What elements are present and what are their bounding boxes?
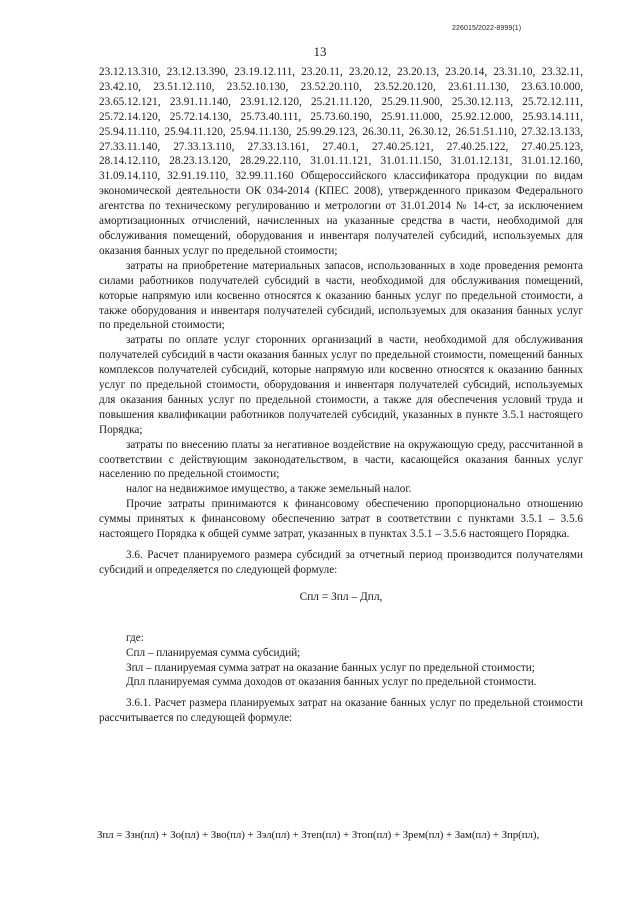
formula-subsidy: Спл = Зпл – Дпл, [299,590,383,603]
paragraph-okpd-codes: 23.12.13.310, 23.12.13.390, 23.19.12.111, 23.20.11, 23.20.12, 23.20.13, 23.20.14, 23.31.10, 23.32.11, 23.42.10, 23.51.12.110, 23.52.10.130, 23.52.20.110, 23.52.20.120, 23.61.11.130, 23.63.10.000, 23.65.12.121, 23.91.11.140, 23.91.12.120, 25.21.11.120, 25.29.11.900, 25.30.12.113, 25.72.12.111, 25.72.14.120, 25.72.14.130, 25.73.40.111, 25.73.60.190, 25.91.11.000, 25.92.12.000, 25.93.14.111, 25.94.11.110, 25.94.11.120, 25.94.11.130, 25.99.29.123, 26.30.11, 26.30.12, 26.51.51.110, 27.32.13.133, 27.33.11.140, 27.33.13.110, 27.33.13.161, 27.40.1, 27.40.25.121, 27.40.25.122, 27.40.25.123, 28.14.12.110, 28.23.13.120, 28.29.22.110, 31.01.11.121, 31.01.11.150, 31.01.12.131, 31.01.12.160, 31.09.14.110, 32.91.19.110, 32.99.11.160 Общероссийского классификатора продукции по видам экономической деятельности ОК 034-2014 (КПЕС 2008), утвержденного приказом Федерального агентства по техническому регулированию и метрологии от 31.01.2014 № 14-ст, за исключением амортизационных отчислений, начисленных на указанные средства в части, необходимой для обслуживания помещений, оборудования и инвентаря получателей субсидий, используемых для оказания банных услуг по предельной стоимости; [99,66,583,257]
paragraph-3-6: 3.6. Расчет планируемого размера субсидий за отчетный период производится получателями субсидий и определяется по следующей формуле: [99,549,583,576]
document-registration-number: 226015/2022-8999(1) [452,25,522,32]
paragraph-third-party-services: затраты по оплате услуг сторонних организаций в части, необходимой для обслуживания получателей субсидий в части оказания банных услуг по предельной стоимости, помещений банных комплексов получателей субсидий, которые напрямую или косвенно относятся к оказанию банных услуг по предельной стоимости, оборудования и инвентаря получателей субсидий, используемых для оказания банных услуг по предельной стоимости, а также для обеспечения условий труда и повышения квалификации работников получателей субсидий, указанных в пункте 3.5.1 настоящего Порядка; [99,334,583,436]
paragraph-other-costs: Прочие затраты принимаются к финансовому обеспечению пропорционально отношению суммы принятых к финансовому обеспечению затрат в соответствии с пунктами 3.5.1 – 3.5.6 настоящего Порядка к общей сумме затрат, указанных в пунктах 3.5.1 – 3.5.6 настоящего Порядка. [99,498,583,541]
document-body [99,65,583,726]
formula-where-label: где: [126,631,144,644]
paragraph-3-6-1: 3.6.1. Расчет размера планируемых затрат на оказание банных услуг по предельной стоимости рассчитывается по следующей формуле: [99,697,583,725]
paragraph-material-costs: затраты на приобретение материальных запасов, использованных в ходе проведения ремонта силами работников получателей субсидий в части, необходимой для обслуживания помещений, которые напрямую или косвенно относятся к оказанию банных услуг по предельной стоимости, а также оборудования и инвентаря получателей субсидий, используемых для оказания банных услуг по предельной стоимости; [99,259,583,332]
definition-spl: Спл – планируемая сумма субсидий; [126,646,301,659]
formula-planned-costs: Зпл = Ззн(пл) + Зо(пл) + Зво(пл) + Зэл(пл) + Зтеп(пл) + Зтоп(пл) + Зрем(пл) + Зам(пл) + Зпр(пл), [97,829,540,841]
paragraph-environmental-fee: затраты по внесению платы за негативное воздействие на окружающую среду, рассчитанной в соответствии с действующим законодательством, в части, касающейся оказания банных услуг населению по предельной стоимости; [99,438,583,481]
definition-zpl: Зпл – планируемая сумма затрат на оказание банных услуг по предельной стоимости; [126,661,535,674]
paragraph-property-tax: налог на недвижимое имущество, а также земельный налог. [126,483,412,496]
page-number: 13 [313,44,327,59]
definition-dpl: Дпл планируемая сумма доходов от оказания банных услуг по предельной стоимости. [126,676,537,689]
